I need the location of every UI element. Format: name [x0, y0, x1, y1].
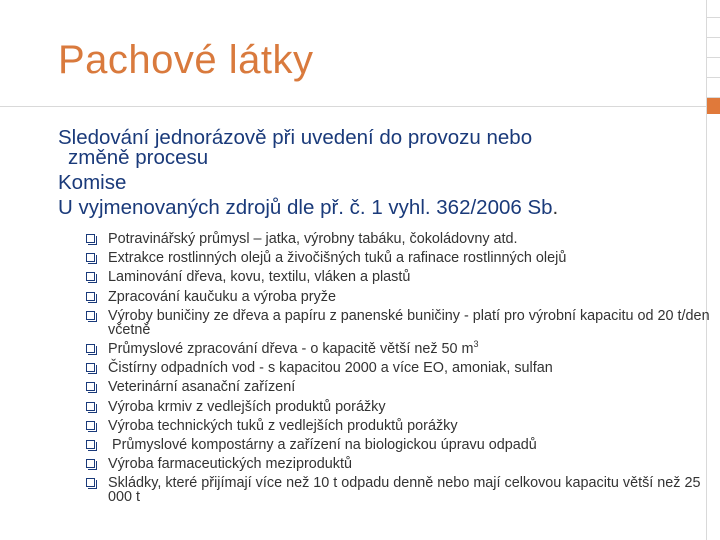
main-item	[58, 198, 704, 218]
checkbox-bullet-icon	[86, 382, 95, 391]
list-item-text: Extrakce rostlinných olejů a živočišných tuků a rafinace rostlinných olejů	[108, 250, 567, 267]
list-item-text: Zpracování kaučuku a výroba pryže	[108, 288, 336, 305]
list-item	[86, 380, 720, 394]
list-item-text: Výroba technických tuků z vedlejších produktů porážky	[108, 417, 458, 434]
list-item	[86, 400, 720, 414]
list-item	[86, 232, 720, 246]
list-item-text: Potravinářský průmysl – jatka, výrobny tabáku, čokoládovny atd.	[108, 231, 518, 247]
main-item	[58, 173, 704, 193]
slide-title: Pachové látky	[58, 38, 314, 82]
list-item	[86, 251, 720, 265]
list-item-text: Skládky, které přijímají více než 10 t odpadu denně nebo mají celkovou kapacitu větší než 25 000 t	[108, 475, 701, 506]
list-item	[86, 339, 720, 357]
checkbox-bullet-icon	[86, 478, 95, 487]
list-item-text: Výroba farmaceutických meziproduktů	[108, 456, 352, 473]
list-item-text: Laminování dřeva, kovu, textilu, vláken a plastů	[108, 269, 411, 286]
checkbox-bullet-icon	[86, 292, 95, 301]
checkbox-bullet-icon	[86, 402, 95, 411]
superscript: 3	[473, 339, 479, 350]
checkbox-bullet-icon	[86, 440, 95, 449]
list-item-text: Výroba krmiv z vedlejších produktů porážky	[108, 398, 386, 415]
main-item-text: U vyjmenovaných zdrojů dle př. č. 1 vyhl. 362/2006 Sb	[58, 196, 553, 219]
stripe-segment	[707, 18, 720, 38]
checkbox-bullet-icon	[86, 459, 95, 468]
checkbox-bullet-icon	[86, 344, 95, 353]
stripe-segment	[707, 58, 720, 78]
main-item-suffix: .	[552, 196, 559, 219]
list-item	[86, 361, 720, 375]
checkbox-bullet-icon	[86, 363, 95, 372]
stripe-segment	[707, 38, 720, 58]
main-item-text: Komise	[58, 171, 127, 194]
list-item	[86, 270, 720, 284]
sub-list	[86, 232, 720, 509]
list-item-text: Čistírny odpadních vod - s kapacitou 2000 a více EO, amoniak, sulfan	[108, 360, 553, 377]
list-item-text: Průmyslové zpracování dřeva - o kapacitě větší než 50 m	[108, 340, 474, 357]
list-item	[86, 438, 720, 452]
checkbox-bullet-icon	[86, 253, 95, 262]
list-item	[86, 476, 720, 504]
list-item-text: Průmyslové kompostárny a zařízení na biologickou úpravu odpadů	[108, 436, 537, 453]
stripe-segment	[707, 0, 720, 18]
stripe-segment	[707, 78, 720, 98]
list-item	[86, 309, 720, 337]
checkbox-bullet-icon	[86, 272, 95, 281]
checkbox-bullet-icon	[86, 421, 95, 430]
main-item-text: Sledování jednorázově při uvedení do provozu nebo	[58, 126, 533, 149]
stripe-accent	[707, 98, 720, 114]
list-item-text: Veterinární asanační zařízení	[108, 379, 296, 396]
list-item	[86, 290, 720, 304]
main-list	[58, 128, 704, 218]
checkbox-bullet-icon	[86, 311, 95, 320]
list-item	[86, 457, 720, 471]
list-item-text: Výroby buničiny ze dřeva a papíru z panenské buničiny - platí pro výrobní kapacitu od 20 t/den včetně	[108, 307, 710, 338]
main-item	[58, 128, 704, 168]
list-item	[86, 419, 720, 433]
title-divider	[0, 106, 706, 107]
main-item-text-continued: změně procesu	[68, 146, 209, 169]
checkbox-bullet-icon	[86, 234, 95, 243]
